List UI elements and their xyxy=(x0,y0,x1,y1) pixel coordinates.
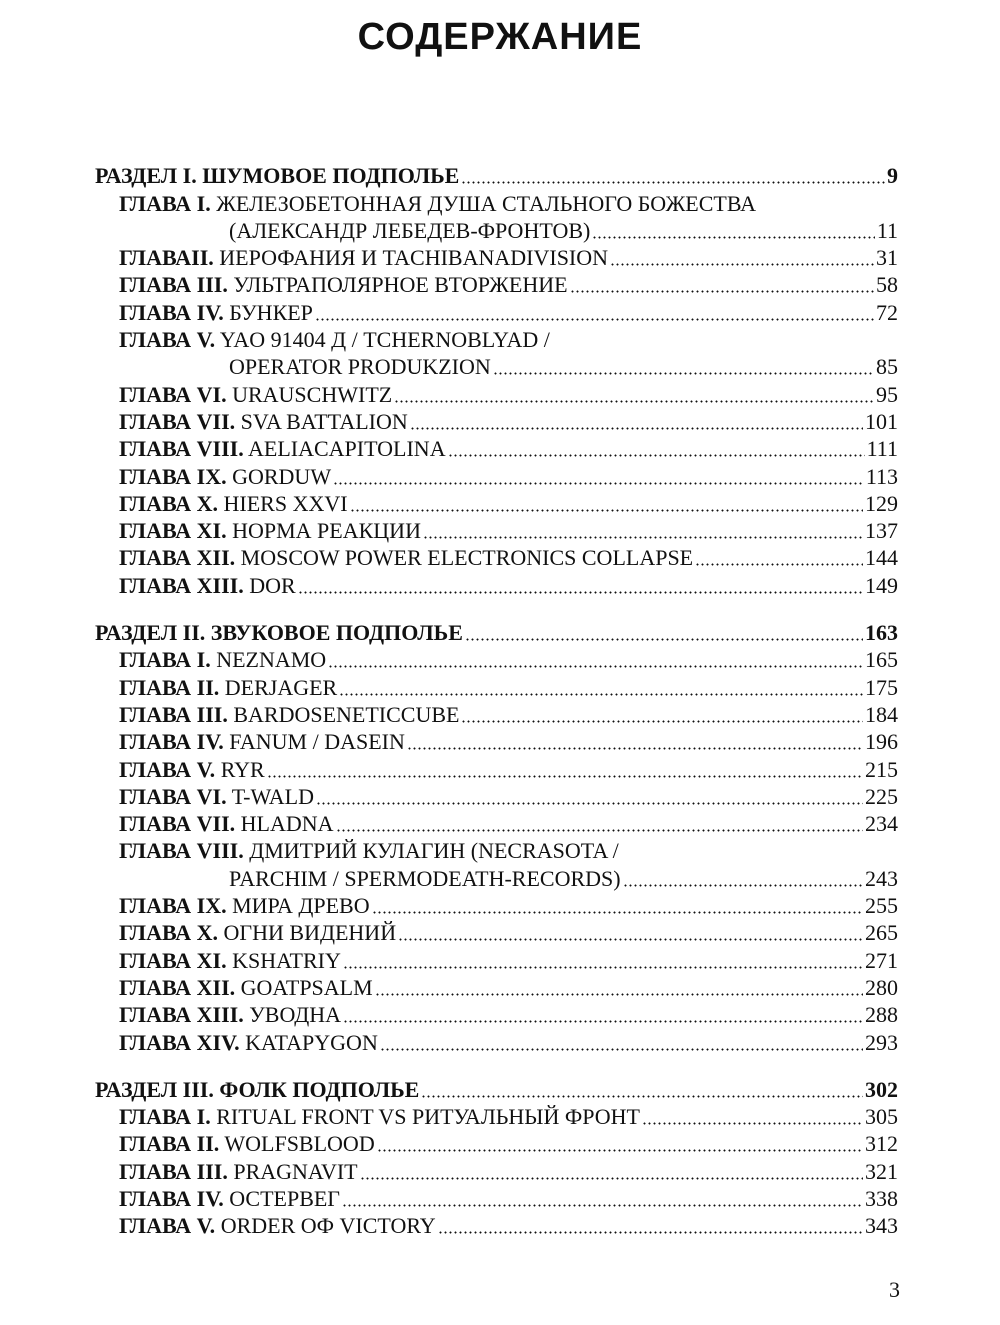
chapter-number: ГЛАВА XI. xyxy=(119,947,227,973)
chapter-title xyxy=(119,408,408,435)
toc-chapter-entry[interactable] xyxy=(95,189,898,216)
chapter-title xyxy=(229,353,491,380)
chapter-title-text: SVA BATTALION xyxy=(240,408,408,434)
toc-chapter-entry[interactable] xyxy=(95,571,898,598)
chapter-page-number: 111 xyxy=(866,436,898,462)
chapter-page-number: 85 xyxy=(876,354,898,380)
chapter-title xyxy=(119,756,265,783)
dot-leader xyxy=(333,482,864,485)
chapter-title-text: (АЛЕКСАНДР ЛЕБЕДЕВ-ФРОНТОВ) xyxy=(229,217,591,243)
toc-chapter-entry[interactable] xyxy=(95,755,898,782)
chapter-title xyxy=(119,947,341,974)
toc-chapter-entry[interactable] xyxy=(95,974,898,1001)
toc-chapter-entry[interactable] xyxy=(95,462,898,489)
chapter-number: ГЛАВА XII. xyxy=(119,974,236,1000)
dot-leader xyxy=(375,993,863,996)
chapter-number: ГЛАВА III. xyxy=(119,701,228,727)
dot-leader xyxy=(461,181,885,184)
chapter-page-number: 129 xyxy=(865,490,898,516)
chapter-title xyxy=(119,701,459,728)
chapter-title xyxy=(119,1158,358,1185)
chapter-title-text: BARDOSENETICCUBE xyxy=(233,701,460,727)
chapter-page-number: 196 xyxy=(865,729,898,755)
chapter-title-text: WOLFSBLOOD xyxy=(224,1131,375,1157)
dot-leader xyxy=(493,372,874,375)
chapter-page-number: 293 xyxy=(865,1029,898,1055)
chapter-title xyxy=(119,544,693,571)
chapter-title xyxy=(119,435,446,462)
chapter-number: ГЛАВА I. xyxy=(119,1104,211,1130)
chapter-title xyxy=(119,837,619,864)
chapter-number: ГЛАВА VI. xyxy=(119,783,227,809)
chapter-number: ГЛАВА XII. xyxy=(119,545,236,571)
chapter-page-number: 243 xyxy=(865,865,898,891)
chapter-number: ГЛАВА III. xyxy=(119,1158,228,1184)
chapter-page-number: 165 xyxy=(865,647,898,673)
chapter-page-number: 113 xyxy=(865,463,898,489)
chapter-page-number: 101 xyxy=(865,408,898,434)
toc-chapter-entry[interactable] xyxy=(95,490,898,517)
chapter-page-number: 58 xyxy=(876,272,898,298)
dot-leader xyxy=(407,747,863,750)
chapter-number: ГЛАВА X. xyxy=(119,920,219,946)
chapter-number: ГЛАВА V. xyxy=(119,327,216,353)
dot-leader xyxy=(610,263,874,266)
chapter-title-text: ОСТЕРВЕГ xyxy=(229,1185,341,1211)
chapter-title xyxy=(119,783,314,810)
chapter-title xyxy=(119,1001,341,1028)
dot-leader xyxy=(328,665,863,668)
page-number: 3 xyxy=(889,1277,900,1302)
chapter-title-text: ORDER OФ VICTORY xyxy=(220,1213,436,1239)
toc-section xyxy=(95,619,898,1056)
toc-chapter-entry[interactable] xyxy=(95,646,898,673)
toc-chapter-entry[interactable] xyxy=(95,1212,898,1239)
chapter-page-number: 338 xyxy=(865,1185,898,1211)
toc-chapter-entry[interactable] xyxy=(95,1130,898,1157)
section-page-number: 9 xyxy=(887,163,898,189)
dot-leader xyxy=(695,563,863,566)
chapter-title xyxy=(119,517,421,544)
chapter-title-text: НОРМА РЕАКЦИИ xyxy=(232,518,421,544)
toc-chapter-entry[interactable] xyxy=(95,783,898,810)
dot-leader xyxy=(360,1177,863,1180)
dot-leader xyxy=(398,938,863,941)
chapter-page-number: 312 xyxy=(865,1131,898,1157)
chapter-number: ГЛАВА II. xyxy=(119,674,220,700)
chapter-title xyxy=(119,1212,436,1239)
chapter-page-number: 265 xyxy=(865,920,898,946)
dot-leader xyxy=(410,427,863,430)
chapter-title-text: OPERATOR PRODUKZION xyxy=(229,354,491,380)
section-title: РАЗДЕЛ II. ЗВУКОВОЕ ПОДПОЛЬЕ xyxy=(95,620,463,646)
chapter-title-text: HLADNA xyxy=(240,811,334,837)
dot-leader xyxy=(461,720,863,723)
chapter-number: ГЛАВА IX. xyxy=(119,463,227,489)
chapter-page-number: 215 xyxy=(865,756,898,782)
chapter-title-text: NEZNAMO xyxy=(216,647,327,673)
dot-leader xyxy=(377,1149,863,1152)
chapter-number: ГЛАВА VIII. xyxy=(119,838,244,864)
chapter-title xyxy=(119,1185,340,1212)
toc-chapter-entry[interactable] xyxy=(95,1028,898,1055)
chapter-page-number: 144 xyxy=(865,545,898,571)
chapter-title xyxy=(119,674,337,701)
dot-leader xyxy=(592,236,874,239)
chapter-title xyxy=(119,381,392,408)
chapter-title-text: ОГНИ ВИДЕНИЙ xyxy=(223,920,397,946)
toc-section-heading[interactable] xyxy=(95,619,898,646)
dot-leader xyxy=(315,318,874,321)
toc-chapter-entry[interactable] xyxy=(95,1103,898,1130)
toc-chapter-entry[interactable] xyxy=(95,919,898,946)
chapter-title-text: УЛЬТРАПОЛЯРНОЕ ВТОРЖЕНИЕ xyxy=(233,272,568,298)
chapter-number: ГЛАВА VIII. xyxy=(119,436,244,462)
chapter-page-number: 255 xyxy=(865,893,898,919)
dot-leader xyxy=(342,1204,863,1207)
chapter-title xyxy=(229,217,590,244)
chapter-page-number: 343 xyxy=(865,1213,898,1239)
chapter-title-text: URAUSCHWITZ xyxy=(232,381,393,407)
chapter-title xyxy=(119,326,550,353)
chapter-title-text: YAO 91404 Д / TCHERNOBLYAD / xyxy=(219,327,550,353)
chapter-title-text: KSHATRIY xyxy=(232,947,341,973)
chapter-number: ГЛАВА V. xyxy=(119,756,216,782)
toc-chapter-continuation[interactable] xyxy=(95,353,898,380)
chapter-title xyxy=(119,271,568,298)
chapter-title xyxy=(119,1103,640,1130)
chapter-number: ГЛАВА VII. xyxy=(119,408,236,434)
dot-leader xyxy=(298,591,863,594)
chapter-page-number: 95 xyxy=(876,381,898,407)
dot-leader xyxy=(423,536,863,539)
section-title: РАЗДЕЛ I. ШУМОВОЕ ПОДПОЛЬЕ xyxy=(95,163,460,189)
chapter-number: ГЛАВА XI. xyxy=(119,518,227,544)
chapter-title-text: ЖЕЛЕЗОБЕТОННАЯ ДУША СТАЛЬНОГО БОЖЕСТВА xyxy=(216,190,757,216)
chapter-number: ГЛАВА X. xyxy=(119,490,219,516)
toc-section-heading[interactable] xyxy=(95,162,898,189)
chapter-title xyxy=(119,490,348,517)
chapter-title xyxy=(119,572,296,599)
chapter-title-text: GOATPSALM xyxy=(240,974,373,1000)
chapter-number: ГЛАВА IV. xyxy=(119,1185,224,1211)
toc-chapter-entry[interactable] xyxy=(95,271,898,298)
chapter-title xyxy=(119,892,370,919)
chapter-title-text: GORDUW xyxy=(232,463,332,489)
chapter-title xyxy=(229,865,621,892)
chapter-page-number: 184 xyxy=(865,701,898,727)
toc-chapter-entry[interactable] xyxy=(95,673,898,700)
chapter-number: ГЛАВА IV. xyxy=(119,299,224,325)
toc-chapter-entry[interactable] xyxy=(95,892,898,919)
chapter-title-text: DERJAGER xyxy=(224,674,338,700)
chapter-number: ГЛАВА XIV. xyxy=(119,1029,240,1055)
toc-chapter-entry[interactable] xyxy=(95,1001,898,1028)
dot-leader xyxy=(623,884,863,887)
chapter-number: ГЛАВА III. xyxy=(119,272,228,298)
toc-section xyxy=(95,1076,898,1240)
toc-chapter-entry[interactable] xyxy=(95,326,898,353)
chapter-page-number: 149 xyxy=(865,572,898,598)
chapter-title-text: RITUAL FRONT VS РИТУАЛЬНЫЙ ФРОНТ xyxy=(216,1104,640,1130)
chapter-number: ГЛАВА II. xyxy=(119,1131,220,1157)
toc-chapter-entry[interactable] xyxy=(95,1185,898,1212)
dot-leader xyxy=(421,1095,863,1098)
chapter-title xyxy=(119,728,405,755)
chapter-page-number: 72 xyxy=(876,299,898,325)
chapter-page-number: 288 xyxy=(865,1002,898,1028)
chapter-number: ГЛАВА I. xyxy=(119,647,211,673)
chapter-page-number: 31 xyxy=(876,245,898,271)
chapter-title xyxy=(119,1029,378,1056)
chapter-page-number: 137 xyxy=(865,518,898,544)
dot-leader xyxy=(343,1020,863,1023)
dot-leader xyxy=(343,966,863,969)
chapter-title-text: БУНКЕР xyxy=(229,299,313,325)
chapter-title xyxy=(119,810,334,837)
chapter-page-number: 175 xyxy=(865,674,898,700)
chapter-title-text: MOSCOW POWER ELECTRONICS COLLAPSE xyxy=(240,545,694,571)
chapter-title-text: AELIACAPITOLINA xyxy=(248,436,446,462)
chapter-number: ГЛАВА XIII. xyxy=(119,1002,244,1028)
chapter-number: ГЛАВА IV. xyxy=(119,729,224,755)
dot-leader xyxy=(380,1048,863,1051)
section-page-number: 163 xyxy=(865,620,898,646)
chapter-title xyxy=(119,919,396,946)
toc-chapter-continuation[interactable] xyxy=(95,864,898,891)
toc-chapter-entry[interactable] xyxy=(95,1157,898,1184)
chapter-number: ГЛАВА VII. xyxy=(119,811,236,837)
dot-leader xyxy=(642,1122,863,1125)
toc-chapter-entry[interactable] xyxy=(95,728,898,755)
chapter-title-text: HIERS XXVI xyxy=(223,490,348,516)
dot-leader xyxy=(438,1231,863,1234)
section-title: РАЗДЕЛ III. ФОЛК ПОДПОЛЬЕ xyxy=(95,1076,420,1102)
toc-chapter-entry[interactable] xyxy=(95,946,898,973)
chapter-title xyxy=(119,244,608,271)
toc-chapter-continuation[interactable] xyxy=(95,217,898,244)
toc-chapter-entry[interactable] xyxy=(95,517,898,544)
toc-chapter-entry[interactable] xyxy=(95,701,898,728)
chapter-page-number: 321 xyxy=(865,1158,898,1184)
dot-leader xyxy=(394,400,874,403)
toc-chapter-entry[interactable] xyxy=(95,298,898,325)
dot-leader xyxy=(372,911,863,914)
chapter-title-text: RYR xyxy=(220,756,265,782)
chapter-title-text: PARCHIM / SPERMODEATH-RECORDS) xyxy=(229,865,621,891)
chapter-title xyxy=(119,1130,375,1157)
section-page-number: 302 xyxy=(865,1076,898,1102)
dot-leader xyxy=(448,454,865,457)
chapter-page-number: 225 xyxy=(865,783,898,809)
dot-leader xyxy=(350,509,863,512)
chapter-number: ГЛАВА IX. xyxy=(119,893,227,919)
chapter-title-text: PRAGNAVIT xyxy=(233,1158,358,1184)
chapter-title xyxy=(119,463,331,490)
chapter-title xyxy=(119,190,756,217)
dot-leader xyxy=(465,638,863,641)
chapter-number: ГЛАВА I. xyxy=(119,190,211,216)
toc-chapter-entry[interactable] xyxy=(95,408,898,435)
toc-chapter-entry[interactable] xyxy=(95,544,898,571)
chapter-title-text: FANUM / DASEIN xyxy=(229,729,405,755)
chapter-title-text: ДМИТРИЙ КУЛАГИН (NECRASOTA / xyxy=(249,838,619,864)
dot-leader xyxy=(336,829,863,832)
chapter-title-text: ИЕРОФАНИЯ И TACHIBANADIVISION xyxy=(219,245,609,271)
chapter-page-number: 280 xyxy=(865,974,898,1000)
dot-leader xyxy=(316,802,863,805)
chapter-title xyxy=(119,974,373,1001)
chapter-title xyxy=(119,646,326,673)
toc-chapter-entry[interactable] xyxy=(95,435,898,462)
dot-leader xyxy=(339,693,863,696)
chapter-page-number: 11 xyxy=(876,217,898,243)
chapter-page-number: 305 xyxy=(865,1104,898,1130)
chapter-page-number: 234 xyxy=(865,811,898,837)
chapter-number: ГЛАВА XIII. xyxy=(119,572,244,598)
toc-chapter-entry[interactable] xyxy=(95,837,898,864)
toc-section xyxy=(95,162,898,599)
chapter-title-text: МИРА ДРЕВО xyxy=(232,893,370,919)
chapter-title xyxy=(119,299,313,326)
page-title: СОДЕРЖАНИЕ xyxy=(357,16,643,58)
table-of-contents xyxy=(95,162,898,1259)
chapter-title-text: T-WALD xyxy=(231,783,314,809)
chapter-title-text: KATAPYGON xyxy=(245,1029,378,1055)
chapter-title-text: DOR xyxy=(249,572,296,598)
toc-chapter-entry[interactable] xyxy=(95,380,898,407)
toc-chapter-entry[interactable] xyxy=(95,810,898,837)
toc-section-heading[interactable] xyxy=(95,1076,898,1103)
toc-chapter-entry[interactable] xyxy=(95,244,898,271)
chapter-title-text: УВОДНА xyxy=(249,1002,342,1028)
chapter-number: ГЛАВА VI. xyxy=(119,381,227,407)
chapter-page-number: 271 xyxy=(865,947,898,973)
chapter-number: ГЛАВА V. xyxy=(119,1213,216,1239)
dot-leader xyxy=(570,290,874,293)
chapter-number: ГЛАВАII. xyxy=(119,245,214,271)
dot-leader xyxy=(267,775,863,778)
